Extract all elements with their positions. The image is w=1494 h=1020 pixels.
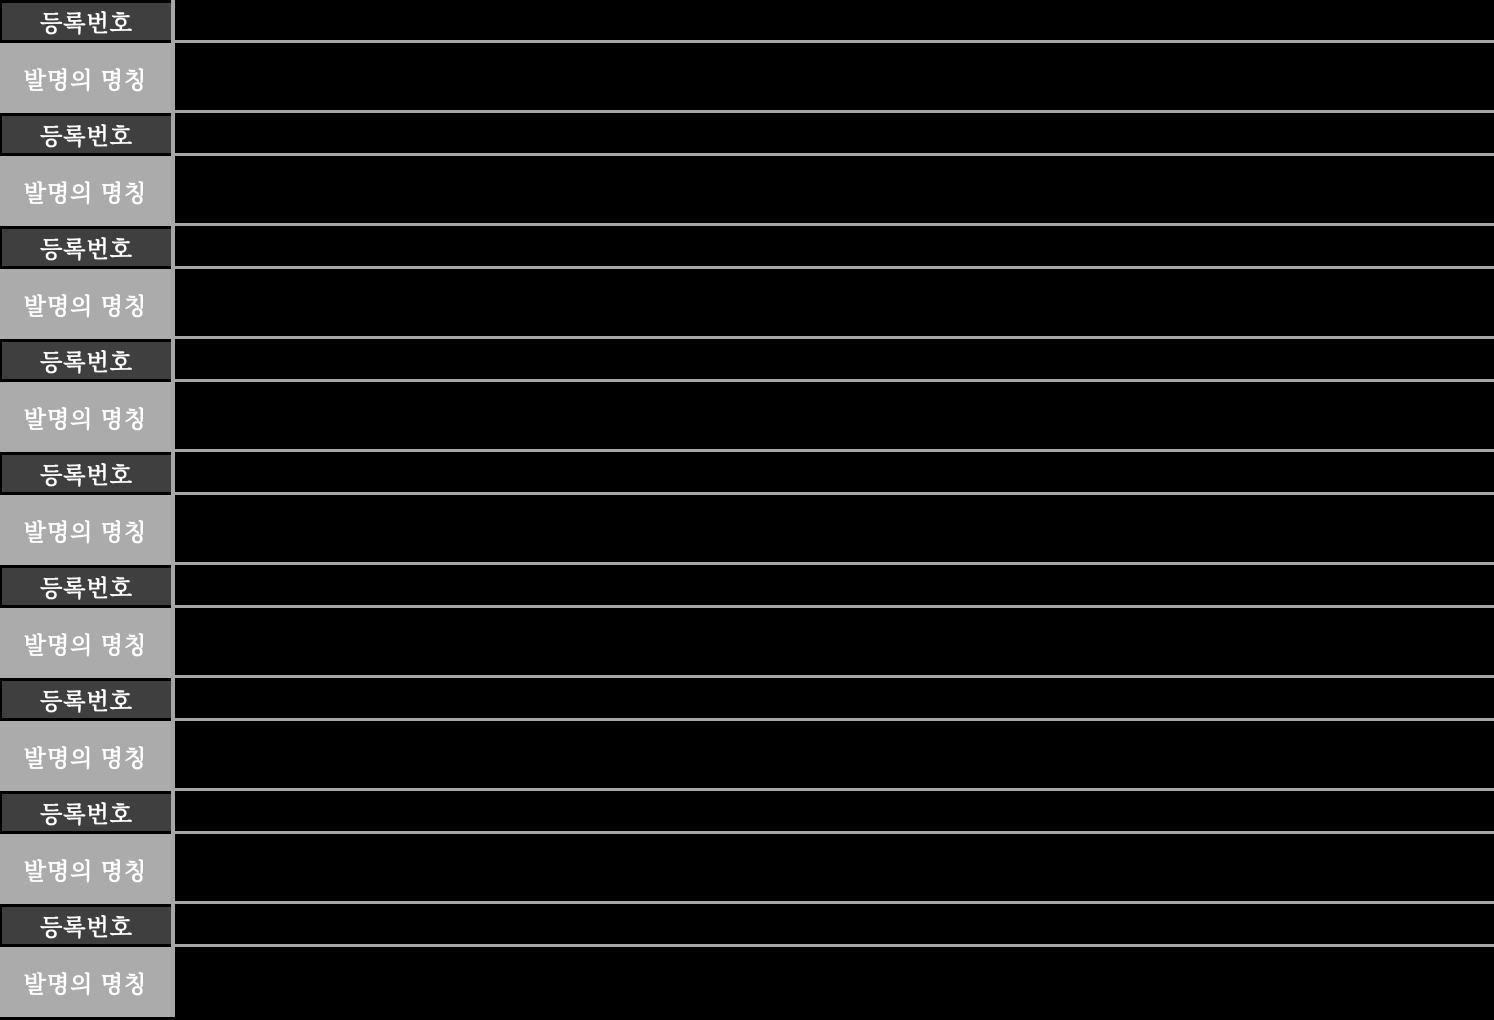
invention-title-value-cell xyxy=(171,834,1494,904)
invention-title-label: 발명의 명칭 xyxy=(23,518,148,545)
reg-number-label-cell xyxy=(0,0,171,43)
reg-number-value-cell xyxy=(171,565,1494,608)
reg-number-label: 등록번호 xyxy=(40,236,133,262)
column-divider-line xyxy=(171,0,175,1017)
reg-number-label: 등록번호 xyxy=(40,688,133,714)
reg-number-label-cell xyxy=(0,452,171,495)
invention-title-value-cell xyxy=(171,947,1494,1017)
reg-number-value-cell xyxy=(171,452,1494,495)
invention-title-label-cell xyxy=(0,947,171,1017)
invention-title-value-cell xyxy=(171,269,1494,339)
invention-title-label-cell xyxy=(0,721,171,791)
invention-title-label-cell xyxy=(0,834,171,904)
reg-number-label-cell xyxy=(0,565,171,608)
reg-number-label-cell xyxy=(0,791,171,834)
reg-number-label-cell xyxy=(0,339,171,382)
invention-title-label: 발명의 명칭 xyxy=(23,744,148,771)
invention-title-label-cell xyxy=(0,608,171,678)
invention-title-label-cell xyxy=(0,382,171,452)
invention-title-value-cell xyxy=(171,495,1494,565)
invention-title-value-cell xyxy=(171,156,1494,226)
reg-number-label: 등록번호 xyxy=(40,801,133,827)
reg-number-value-cell xyxy=(171,339,1494,382)
invention-title-label-cell xyxy=(0,156,171,226)
invention-title-value-cell xyxy=(171,43,1494,113)
invention-title-label: 발명의 명칭 xyxy=(23,857,148,884)
reg-number-label: 등록번호 xyxy=(40,462,133,488)
reg-number-label: 등록번호 xyxy=(40,10,133,36)
reg-number-label-cell xyxy=(0,113,171,156)
reg-number-label-cell xyxy=(0,678,171,721)
invention-title-label-cell xyxy=(0,495,171,565)
reg-number-label: 등록번호 xyxy=(40,914,133,940)
invention-title-label: 발명의 명칭 xyxy=(23,970,148,997)
reg-number-label-cell xyxy=(0,904,171,947)
invention-title-label-cell xyxy=(0,269,171,339)
reg-number-label: 등록번호 xyxy=(40,123,133,149)
reg-number-value-cell xyxy=(171,904,1494,947)
reg-number-label: 등록번호 xyxy=(40,575,133,601)
invention-title-label-cell xyxy=(0,43,171,113)
invention-title-label: 발명의 명칭 xyxy=(23,405,148,432)
invention-title-label: 발명의 명칭 xyxy=(23,631,148,658)
invention-title-label: 발명의 명칭 xyxy=(23,66,148,93)
reg-number-value-cell xyxy=(171,791,1494,834)
reg-number-value-cell xyxy=(171,113,1494,156)
invention-title-value-cell xyxy=(171,721,1494,791)
reg-number-label: 등록번호 xyxy=(40,349,133,375)
reg-number-label-cell xyxy=(0,226,171,269)
reg-number-value-cell xyxy=(171,678,1494,721)
invention-title-label: 발명의 명칭 xyxy=(23,292,148,319)
invention-title-value-cell xyxy=(171,608,1494,678)
invention-title-value-cell xyxy=(171,382,1494,452)
reg-number-value-cell xyxy=(171,0,1494,43)
invention-title-label: 발명의 명칭 xyxy=(23,179,148,206)
reg-number-value-cell xyxy=(171,226,1494,269)
